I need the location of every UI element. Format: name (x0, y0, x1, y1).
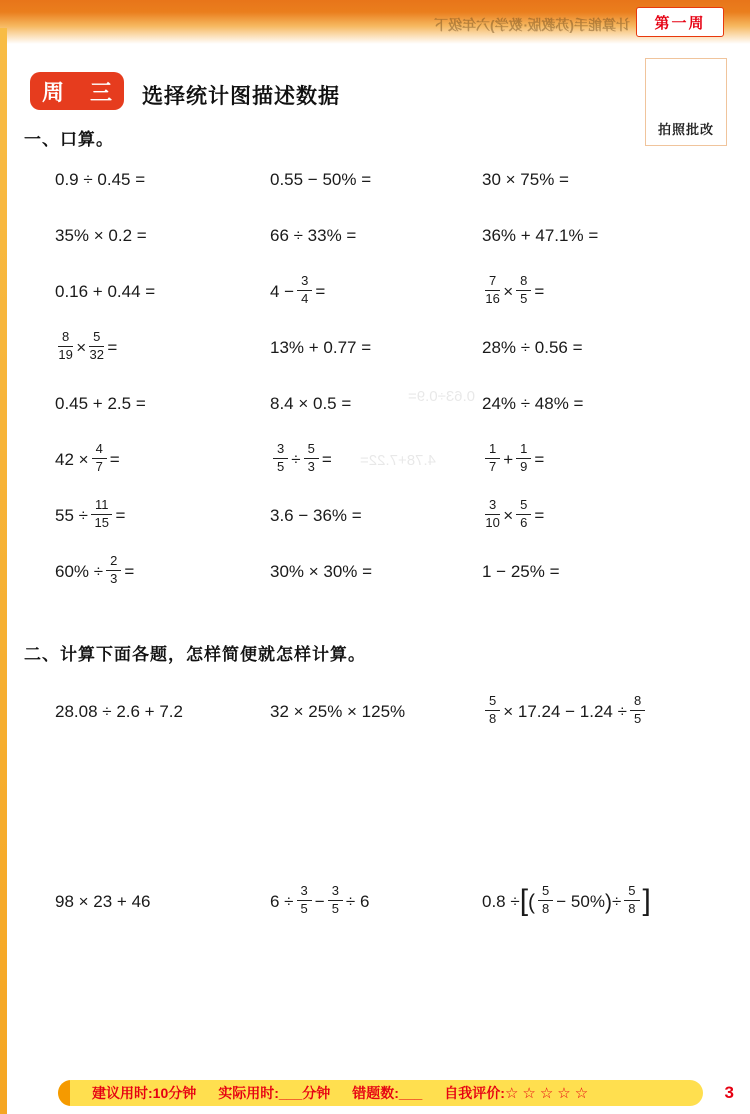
actual-time: 实际用时:___分钟 (218, 1085, 331, 1101)
math-problem: 36% + 47.1% = (482, 226, 599, 245)
bleedthrough-text: 4.78+7.22= (360, 452, 436, 469)
math-problem: 42 × $\frac{4}{7}$ = (55, 440, 120, 474)
math-problem: 0.16 + 0.44 = (55, 282, 156, 301)
math-problem: 1 − 25% = (482, 562, 560, 581)
math-problem: 6 ÷ $\frac{3}{5}$ − $\frac{3}{5}$ ÷ 6 (270, 882, 370, 916)
page-title: 选择统计图描述数据 (142, 85, 340, 108)
calc-problems-row-1 (55, 682, 720, 742)
week-label: 第一周 (636, 7, 724, 37)
math-problem: $\frac{1}{7}$ + $\frac{1}{9}$ = (482, 432, 720, 488)
section-1-heading: 一、口算。 (24, 130, 114, 149)
math-problem: 35% × 0.2 = (55, 226, 147, 245)
photo-grading-box (645, 58, 727, 146)
math-problem: $\frac{7}{16}$ × $\frac{8}{5}$ = (485, 272, 545, 306)
page-left-edge (0, 28, 7, 1114)
wrong-count: 错题数:___ (352, 1085, 423, 1101)
math-problem: 60% ÷ $\frac{2}{3}$ = (55, 552, 135, 586)
math-problem: 28.08 ÷ 2.6 + 7.2 (55, 702, 183, 721)
bleedthrough-text: 计算能手(苏教版·数学)六年级下 (434, 17, 630, 33)
math-problem: $\frac{3}{10}$ × $\frac{5}{6}$ = (485, 496, 545, 530)
math-problem: 32 × 25% × 125% (270, 702, 406, 721)
bleedthrough-text: 0.63÷0.9= (408, 388, 476, 405)
math-problem: 98 × 23 + 46 (55, 892, 151, 911)
page-number: 3 (724, 1083, 734, 1102)
math-problem: 0.8 ÷ [ ( $\frac{5}{8}$ − 50% ) ÷ $\frac{5}{8}$ ] (482, 882, 651, 917)
math-problem: 0.45 + 2.5 = (55, 394, 146, 413)
photo-grading-label: 拍照批改 (657, 122, 714, 137)
math-problem: 24% ÷ 48% = (482, 394, 584, 413)
math-problem: 30% × 30% = (270, 562, 373, 581)
oral-problems-grid (55, 152, 720, 600)
day-badge: 周 三 (30, 72, 124, 110)
math-problem: 0.55 − 50% = (270, 170, 372, 189)
math-problem: 30 × 75% = (482, 170, 569, 189)
footer-bar-cap (58, 1080, 70, 1106)
math-problem: 8.4 × 0.5 = (270, 394, 352, 413)
math-problem: $\frac{5}{8}$ × 17.24 − 1.24 ÷ $\frac{8}{5}$ (482, 682, 720, 742)
suggested-time: 建议用时:10分钟 (92, 1085, 197, 1101)
rating-stars: ☆☆☆☆☆ (504, 1085, 593, 1102)
math-problem: 4 − $\frac{3}{4}$ = (270, 272, 326, 306)
math-problem: 3.6 − 36% = (270, 506, 362, 525)
math-problem: $\frac{3}{5}$ ÷ $\frac{5}{3}$ = (270, 432, 482, 488)
math-problem: 28% ÷ 0.56 = (482, 338, 583, 357)
math-problem: $\frac{8}{19}$ × $\frac{5}{32}$ = (58, 328, 118, 362)
footer-bar (58, 1080, 703, 1106)
math-problem: 55 ÷ $\frac{11}{15}$ = (55, 496, 126, 530)
section-2-heading: 二、计算下面各题，怎样简便就怎样计算。 (24, 645, 366, 664)
self-eval-label: 自我评价: (444, 1085, 505, 1101)
calc-problems-row-2 (55, 872, 720, 932)
math-problem: 0.9 ÷ 0.45 = (55, 170, 146, 189)
math-problem: 13% + 0.77 = (270, 338, 372, 357)
math-problem: 66 ÷ 33% = (270, 226, 357, 245)
